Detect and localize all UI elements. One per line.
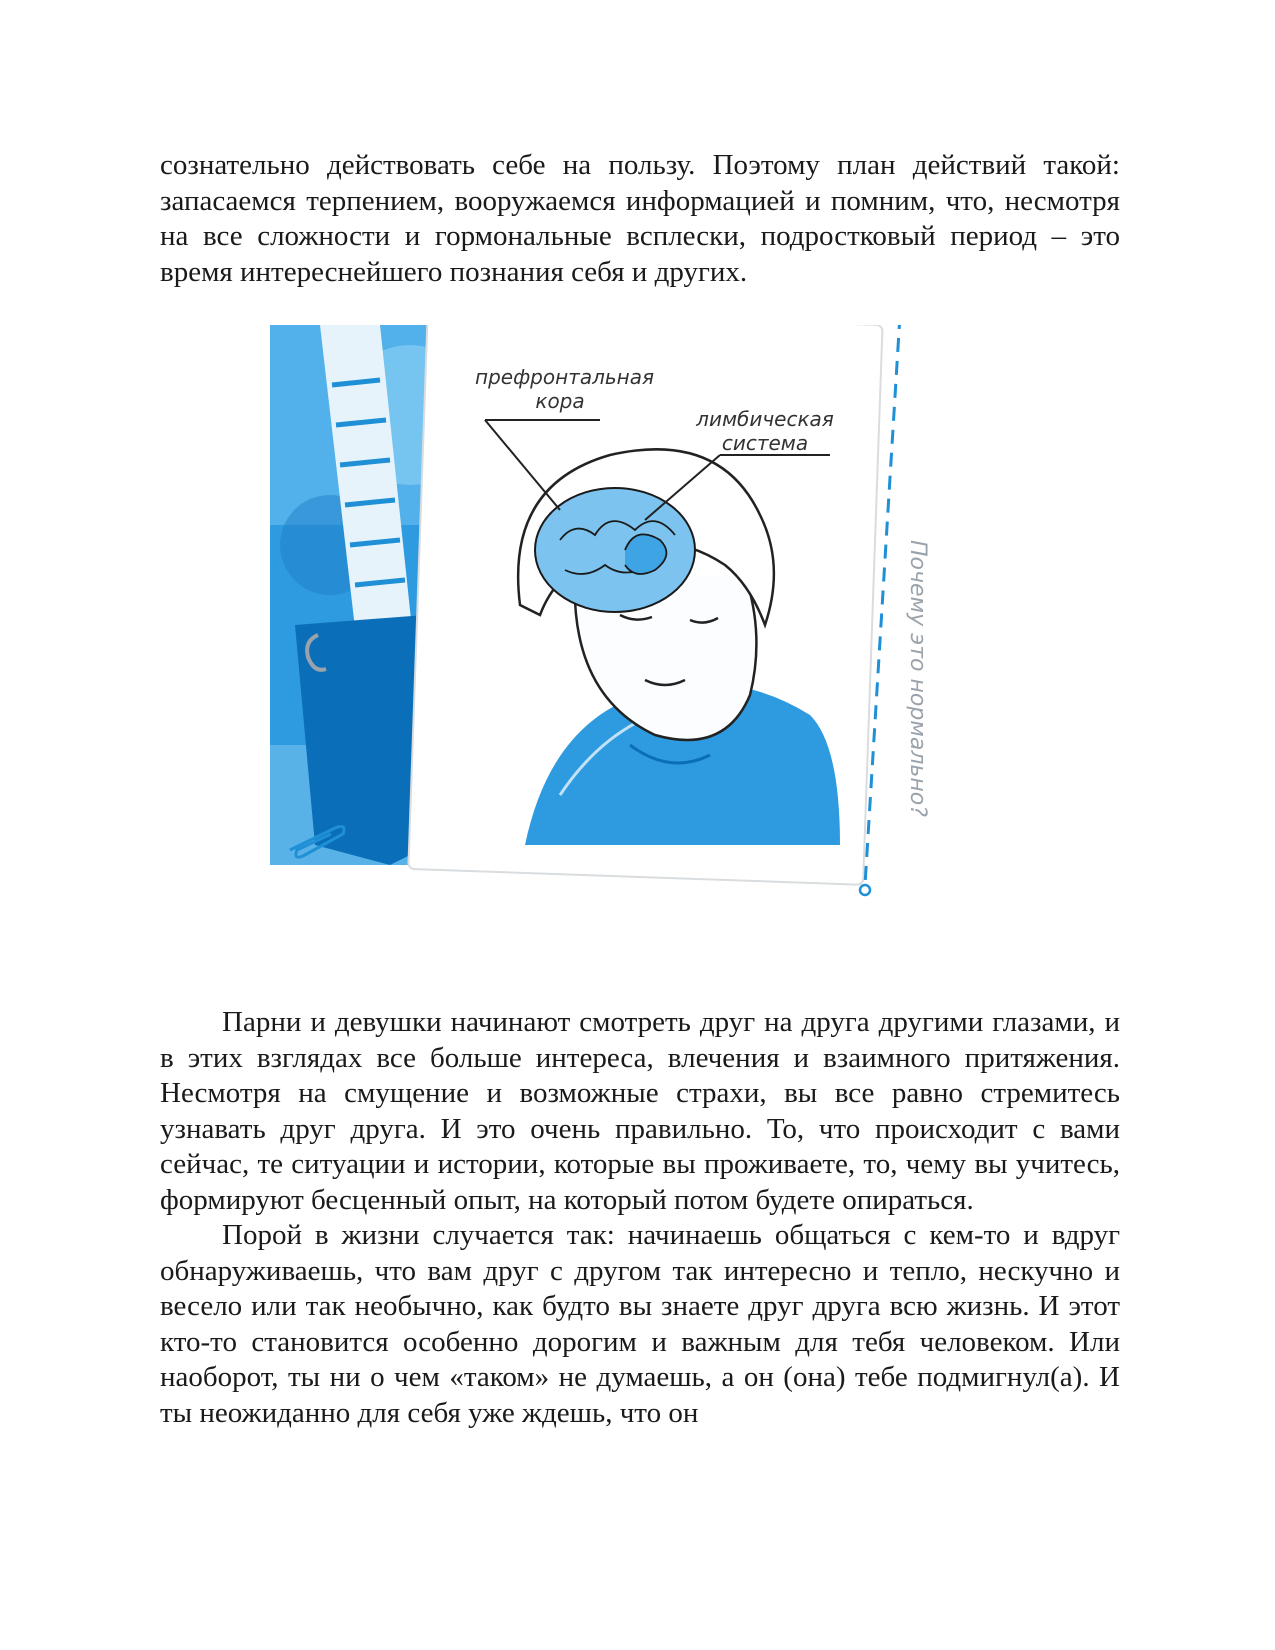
dashed-line-end	[860, 885, 870, 895]
label-prefrontal-cortex: префронтальная кора	[475, 365, 655, 413]
label-limbic-system: лимбическая система	[696, 407, 834, 455]
side-title: Почему это нормально?	[905, 540, 930, 817]
brain-illustration	[270, 325, 970, 945]
illustration-graphic	[270, 325, 970, 945]
bottom-text-block	[160, 1005, 1120, 1431]
top-text-block	[160, 148, 1120, 290]
paragraph: сознательно действовать себе на пользу. Поэтому план действий такой: запасаемся терпением, вооружаемся информацией и помним, что, несмотря на все сложности и гормональные всплески, подростковый период – это время интереснейшего познания себя и других.	[160, 149, 1120, 288]
paragraph: Порой в жизни случается так: начинаешь общаться с кем-то и вдруг обнаруживаешь, что вам друг с другом так интересно и тепло, нескучно и весело или так необычно, как будто вы знаете друг друга всю жизнь. И этот кто-то становится особенно дорогим и важным для тебя человеком. Или наоборот, ты ни о чем «таком» не думаешь, а он (она) тебе подмигнул(а). И ты неожиданно для себя уже ждешь, что он	[160, 1219, 1120, 1429]
brain	[535, 488, 695, 612]
paragraph: Парни и девушки начинают смотреть друг на друга другими глазами, и в этих взглядах все больше интереса, влечения и взаимного притяжения. Несмотря на смущение и возможные страхи, вы все равно стремитесь узнавать друг друга. И это очень правильно. То, что происходит с вами сейчас, те ситуации и истории, которые вы проживаете, то, чему вы учитесь, формируют бесценный опыт, на который потом будете опираться.	[160, 1006, 1120, 1216]
